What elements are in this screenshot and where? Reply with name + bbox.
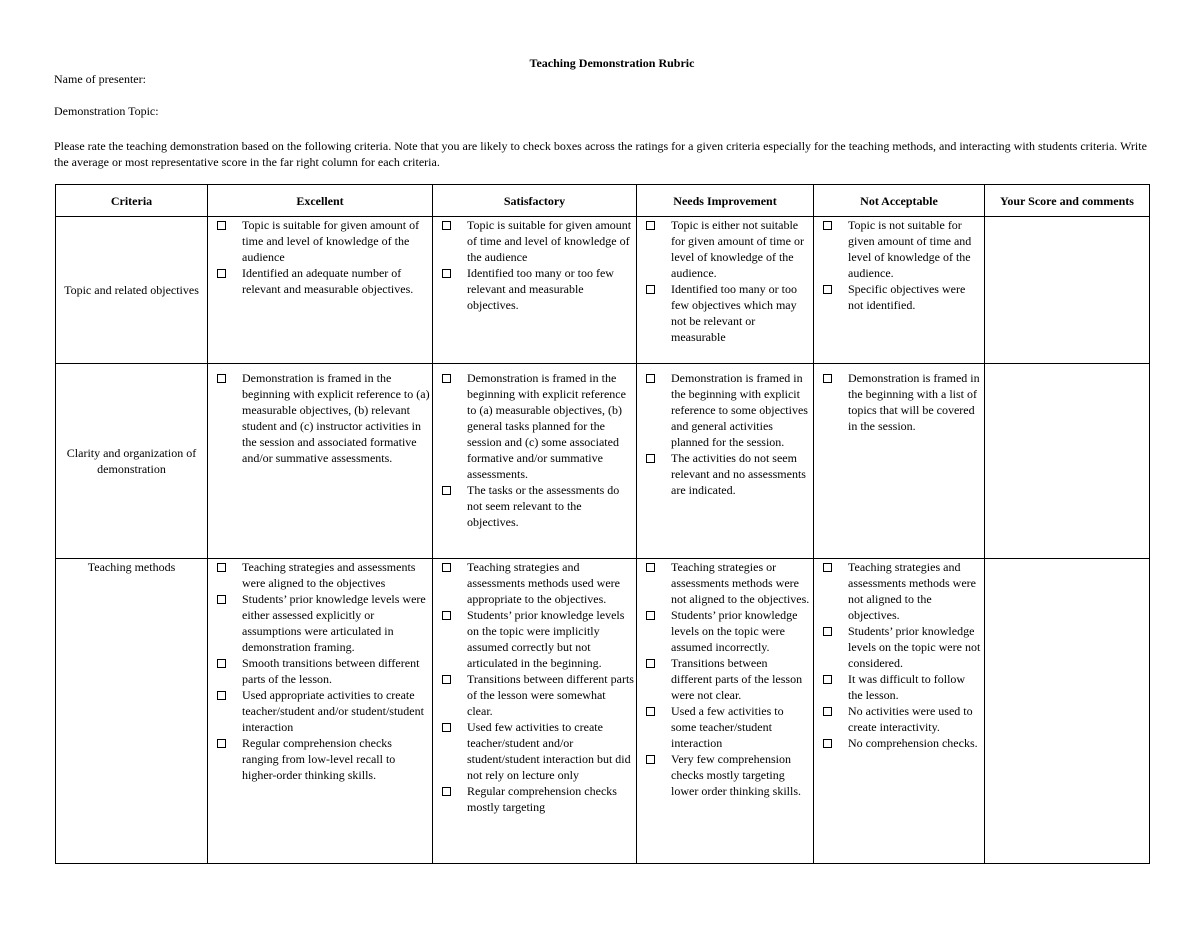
excellent-cell — [208, 559, 433, 864]
checkbox[interactable] — [442, 486, 451, 495]
table-row — [56, 217, 1150, 364]
rubric-item — [643, 559, 811, 607]
rubric-item — [820, 703, 982, 735]
criteria-label: Topic and related objectives — [64, 283, 199, 297]
rubric-item-text: Smooth transitions between different parts of the lesson. — [242, 656, 420, 686]
checkbox[interactable] — [217, 563, 226, 572]
satisfactory-cell — [433, 217, 637, 364]
rubric-item-text: Topic is suitable for given amount of time and level of knowledge of the audience — [242, 218, 420, 264]
rubric-item — [643, 607, 811, 655]
rubric-item — [820, 217, 982, 281]
checkbox[interactable] — [823, 221, 832, 230]
checkbox[interactable] — [823, 285, 832, 294]
checkbox[interactable] — [442, 675, 451, 684]
rubric-item-text: Students’ prior knowledge levels were either assessed explicitly or assumptions were articulated in demonstration framing. — [242, 592, 426, 654]
rubric-item-text: Teaching strategies and assessments methods used were appropriate to the objectives. — [467, 560, 620, 606]
checkbox[interactable] — [646, 707, 655, 716]
rubric-item — [643, 450, 811, 498]
score-comments-cell[interactable] — [985, 559, 1150, 864]
checkbox[interactable] — [217, 691, 226, 700]
rubric-item — [820, 370, 982, 434]
rubric-item — [439, 217, 634, 265]
rubric-item — [214, 591, 430, 655]
checkbox[interactable] — [217, 269, 226, 278]
header-satisfactory: Satisfactory — [433, 185, 637, 217]
rubric-item-text: Used appropriate activities to create teacher/student and/or student/student interaction — [242, 688, 424, 734]
criteria-label: Clarity and organization of demonstration — [66, 446, 197, 476]
rubric-item — [214, 370, 430, 466]
document-title: Teaching Demonstration Rubric — [529, 56, 695, 70]
satisfactory-cell — [433, 559, 637, 864]
table-row — [56, 559, 1150, 864]
rubric-item — [643, 751, 811, 799]
checkbox[interactable] — [823, 563, 832, 572]
rubric-item-text: Identified too many or too few relevant and measurable objectives. — [467, 266, 614, 312]
checkbox[interactable] — [823, 739, 832, 748]
rubric-item-text: The activities do not seem relevant and no assessments are indicated. — [671, 451, 806, 497]
rubric-item — [439, 783, 634, 815]
needs-improvement-cell — [637, 217, 814, 364]
header-criteria: Criteria — [56, 185, 208, 217]
rubric-item — [820, 559, 982, 623]
rubric-item — [214, 655, 430, 687]
satisfactory-cell — [433, 364, 637, 559]
rubric-item-text: No comprehension checks. — [848, 736, 978, 750]
checkbox[interactable] — [442, 563, 451, 572]
criteria-cell — [56, 559, 208, 864]
checkbox[interactable] — [646, 454, 655, 463]
rubric-table — [55, 184, 1150, 864]
checkbox[interactable] — [823, 707, 832, 716]
rubric-item — [439, 671, 634, 719]
excellent-cell — [208, 364, 433, 559]
rubric-item — [439, 265, 634, 313]
rating-instructions: Please rate the teaching demonstration based on the following criteria. Note that you are likely to check boxes across the ratings for a given criteria especially for the teaching methods, and interacting with students criteria. Write the average or most representative score in the far right column for each criteria. — [54, 139, 1147, 169]
checkbox[interactable] — [823, 374, 832, 383]
presenter-name-label: Name of presenter: — [54, 72, 146, 86]
rubric-item — [439, 607, 634, 671]
rubric-item-text: Identified an adequate number of relevant and measurable objectives. — [242, 266, 414, 296]
checkbox[interactable] — [217, 221, 226, 230]
rubric-item — [214, 687, 430, 735]
rubric-item-text: Regular comprehension checks mostly targeting — [467, 784, 617, 814]
checkbox[interactable] — [823, 675, 832, 684]
checkbox[interactable] — [217, 374, 226, 383]
checkbox[interactable] — [646, 611, 655, 620]
rubric-item — [820, 623, 982, 671]
rubric-item-text: Students’ prior knowledge levels on the topic were not considered. — [848, 624, 981, 670]
header-excellent: Excellent — [208, 185, 433, 217]
rubric-item-text: Students’ prior knowledge levels on the topic were implicitly assumed correctly but not articulated in the beginning. — [467, 608, 625, 670]
checkbox[interactable] — [442, 611, 451, 620]
needs-improvement-cell — [637, 364, 814, 559]
rubric-item-text: Demonstration is framed in the beginning with explicit reference to (a) measurable objectives, (b) relevant student and (c) instructor activities in the session and associated formative and/or summative assessments. — [242, 371, 430, 465]
rubric-item — [643, 217, 811, 281]
rubric-item — [214, 265, 430, 297]
checkbox[interactable] — [217, 739, 226, 748]
checkbox[interactable] — [646, 374, 655, 383]
rubric-item-text: Students’ prior knowledge levels on the topic were assumed incorrectly. — [671, 608, 798, 654]
rubric-item — [214, 735, 430, 783]
score-comments-cell[interactable] — [985, 217, 1150, 364]
demonstration-topic-label: Demonstration Topic: — [54, 104, 159, 118]
rubric-item-text: Topic is not suitable for given amount of time and level of knowledge of the audience. — [848, 218, 972, 280]
rubric-item — [439, 370, 634, 482]
checkbox[interactable] — [646, 659, 655, 668]
criteria-cell — [56, 217, 208, 364]
checkbox[interactable] — [442, 221, 451, 230]
rubric-item — [820, 735, 982, 751]
checkbox[interactable] — [646, 221, 655, 230]
table-row — [56, 364, 1150, 559]
rubric-item — [214, 559, 430, 591]
rubric-item-text: Transitions between different parts of the lesson were somewhat clear. — [467, 672, 634, 718]
rubric-item-text: No activities were used to create interactivity. — [848, 704, 973, 734]
rubric-item-text: Transitions between different parts of the lesson were not clear. — [671, 656, 803, 702]
checkbox[interactable] — [442, 787, 451, 796]
rubric-item — [643, 655, 811, 703]
rubric-item — [439, 482, 634, 530]
checkbox[interactable] — [823, 627, 832, 636]
rubric-item — [643, 281, 811, 345]
excellent-cell — [208, 217, 433, 364]
header-row — [56, 185, 1150, 217]
rubric-item — [439, 559, 634, 607]
rubric-item — [439, 719, 634, 783]
rubric-item-text: Very few comprehension checks mostly targeting lower order thinking skills. — [671, 752, 801, 798]
rubric-item-text: Used a few activities to some teacher/student interaction — [671, 704, 784, 750]
rubric-item-text: Teaching strategies and assessments were aligned to the objectives — [242, 560, 416, 590]
rubric-item — [643, 703, 811, 751]
rubric-item-text: Demonstration is framed in the beginning with a list of topics that will be covered in the session. — [848, 371, 980, 433]
checkbox[interactable] — [646, 563, 655, 572]
rubric-item-text: Regular comprehension checks ranging from low-level recall to higher-order thinking skills. — [242, 736, 396, 782]
rubric-item-text: Used few activities to create teacher/student and/or student/student interaction but did not rely on lecture only — [467, 720, 631, 782]
rubric-item — [820, 671, 982, 703]
checkbox[interactable] — [217, 659, 226, 668]
rubric-item-text: Teaching strategies or assessments methods were not aligned to the objectives. — [671, 560, 810, 606]
rubric-item-text: Demonstration is framed in the beginning with explicit reference to (a) measurable objectives, (b) general tasks planned for the session and (c) some associated formative and/or summative assessments. — [467, 371, 626, 481]
rubric-item-text: Demonstration is framed in the beginning with explicit reference to some objectives and general activities planned for the session. — [671, 371, 808, 449]
criteria-cell — [56, 364, 208, 559]
rubric-item — [643, 370, 811, 450]
rubric-item-text: Teaching strategies and assessments methods were not aligned to the objectives. — [848, 560, 976, 622]
rubric-item-text: Identified too many or too few objectives which may not be relevant or measurable — [671, 282, 797, 344]
checkbox[interactable] — [217, 595, 226, 604]
rubric-item-text: It was difficult to follow the lesson. — [848, 672, 966, 702]
checkbox[interactable] — [442, 723, 451, 732]
rubric-item-text: Specific objectives were not identified. — [848, 282, 966, 312]
checkbox[interactable] — [442, 374, 451, 383]
header-needs-improvement: Needs Improvement — [637, 185, 814, 217]
header-not-acceptable: Not Acceptable — [814, 185, 985, 217]
checkbox[interactable] — [646, 285, 655, 294]
needs-improvement-cell — [637, 559, 814, 864]
rubric-item — [820, 281, 982, 313]
rubric-item — [214, 217, 430, 265]
not-acceptable-cell — [814, 559, 985, 864]
not-acceptable-cell — [814, 364, 985, 559]
header-score-comments: Your Score and comments — [985, 185, 1150, 217]
criteria-label: Teaching methods — [87, 560, 176, 574]
score-comments-cell[interactable] — [985, 364, 1150, 559]
checkbox[interactable] — [442, 269, 451, 278]
rubric-item-text: Topic is suitable for given amount of time and level of knowledge of the audience — [467, 218, 632, 264]
not-acceptable-cell — [814, 217, 985, 364]
rubric-item-text: The tasks or the assessments do not seem relevant to the objectives. — [467, 483, 620, 529]
rubric-item-text: Topic is either not suitable for given amount of time or level of knowledge of the audience. — [671, 218, 804, 280]
checkbox[interactable] — [646, 755, 655, 764]
